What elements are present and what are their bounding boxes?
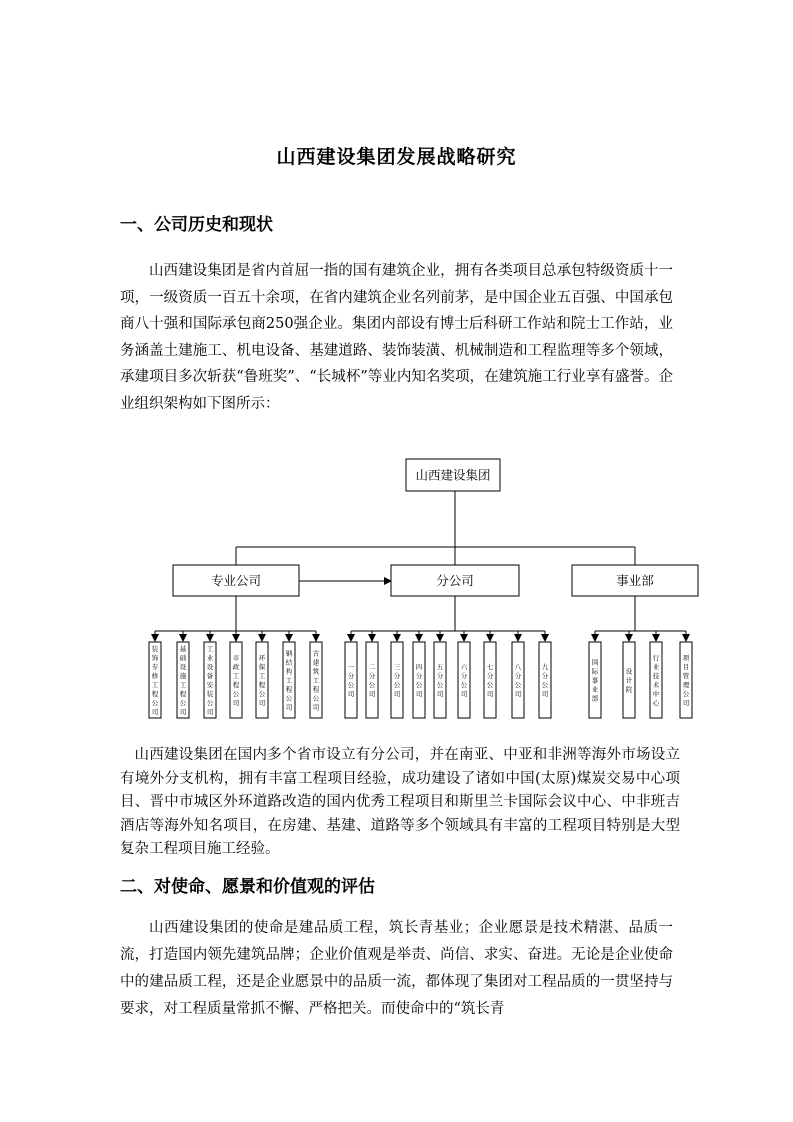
org-leaf-label: 四分公司 (415, 663, 423, 698)
org-leaf-label: 设计院 (625, 667, 633, 694)
org-branch-company-node (458, 642, 470, 718)
org-branch-company-node (366, 642, 378, 718)
org-leaf-label: 行业技术中心 (652, 654, 660, 707)
org-division-node (680, 642, 692, 718)
org-leaf-label: 七分公司 (486, 663, 494, 698)
org-specialty-company-node (230, 642, 242, 718)
document-title: 山西建设集团发展战略研究 (276, 146, 517, 168)
org-leaf-label: 古建筑工程公司 (312, 649, 320, 712)
paragraph-text: 山西建设集团的使命是建品质工程，筑长青基业；企业愿景是技术精湛、品质一流，打造国内领先建筑品牌；企业价值观是举责、尚信、求实、奋进。无论是企业使命中的建品质工程，还是企业愿景中的品质一流，都体现了集团对工程品质的一贯坚持与要求，对工程质量常抓不懈、严格把关。而使命中的“筑长青 (120, 920, 673, 1017)
paragraph-history (120, 258, 673, 417)
org-leaf-label: 环保工程公司 (258, 654, 266, 707)
org-leaf-label: 市政工程公司 (232, 654, 240, 707)
org-node-label: 山西建设集团 (415, 467, 491, 483)
paragraph-text: 山西建设集团在国内多个省市设立有分公司，并在南亚、中亚和非洲等海外市场设立有境外分支机构，拥有丰富工程项目经验，成功建设了诸如中国(太原)煤炭交易中心项目、晋中市城区外环道路改造的国内优秀工程项目和斯里兰卡国际会议中心、中非班吉酒店等海外知名项目，在房建、基建、道路等多个领域具有丰富的工程项目特别是大型复杂工程项目施工经验。 (120, 747, 680, 857)
paragraph-mission (120, 915, 673, 1023)
org-level2-node (173, 565, 299, 596)
org-leaf-label: 五分公司 (436, 663, 444, 698)
org-specialty-company-node (149, 642, 161, 718)
org-specialty-company-node (177, 642, 189, 718)
org-leaf-label: 装饰专修工程公司 (151, 645, 159, 716)
org-leaf-label: 钢结构工程公司 (285, 649, 293, 712)
org-leaf-label: 一分公司 (347, 663, 355, 698)
org-specialty-company-node (256, 642, 268, 718)
section-heading-history: 一、公司历史和现状 (120, 215, 273, 235)
org-node-label: 事业部 (616, 573, 654, 588)
org-leaf-label: 三分公司 (393, 663, 401, 698)
org-node-label: 专业公司 (210, 573, 262, 588)
org-leaf-label: 九分公司 (541, 663, 549, 698)
org-leaf-label: 基础设施工程公司 (179, 645, 187, 716)
org-branch-company-node (434, 642, 446, 718)
org-specialty-company-node (283, 642, 295, 718)
org-leaf-label: 国际事业部 (591, 658, 599, 703)
org-branch-company-node (413, 642, 425, 718)
org-leaf-label: 二分公司 (368, 663, 376, 698)
org-branch-company-node (345, 642, 357, 718)
org-division-node (589, 642, 601, 718)
org-branch-company-node (539, 642, 551, 718)
paragraph-text: 山西建设集团是省内首屈一指的国有建筑企业，拥有各类项目总承包特级资质十一项，一级资质一百五十余项，在省内建筑企业名列前茅，是中国企业五百强、中国承包商八十强和国际承包商250强企业。集团内部设有博士后科研工作站和院士工作站，业务涵盖土建施工、机电设备、基建道路、装饰装潢、机械制造和工程监理等多个领域，承建项目多次斩获“鲁班奖”、“长城杯”等业内知名奖项，在建筑施工行业享有盛誉。企业组织架构如下图所示： (120, 263, 673, 412)
org-specialty-company-node (310, 642, 322, 718)
org-node-label: 分公司 (436, 573, 474, 588)
org-root-node (406, 459, 500, 491)
org-division-node (650, 642, 662, 718)
org-chart (0, 445, 793, 745)
org-level2-node (391, 565, 519, 596)
org-level2-node (572, 565, 698, 596)
org-leaf-label: 六分公司 (460, 663, 468, 698)
org-division-node (623, 642, 635, 718)
org-branch-company-node (391, 642, 403, 718)
org-specialty-company-node (204, 642, 216, 718)
org-leaf-label: 工业设备安装公司 (206, 645, 214, 716)
org-branch-company-node (484, 642, 496, 718)
org-branch-company-node (512, 642, 524, 718)
section-heading-mission: 二、对使命、愿景和价值观的评估 (120, 877, 375, 897)
org-leaf-label: 项目管理公司 (682, 654, 690, 707)
org-leaf-label: 八分公司 (514, 663, 522, 698)
paragraph-branches (120, 744, 680, 862)
